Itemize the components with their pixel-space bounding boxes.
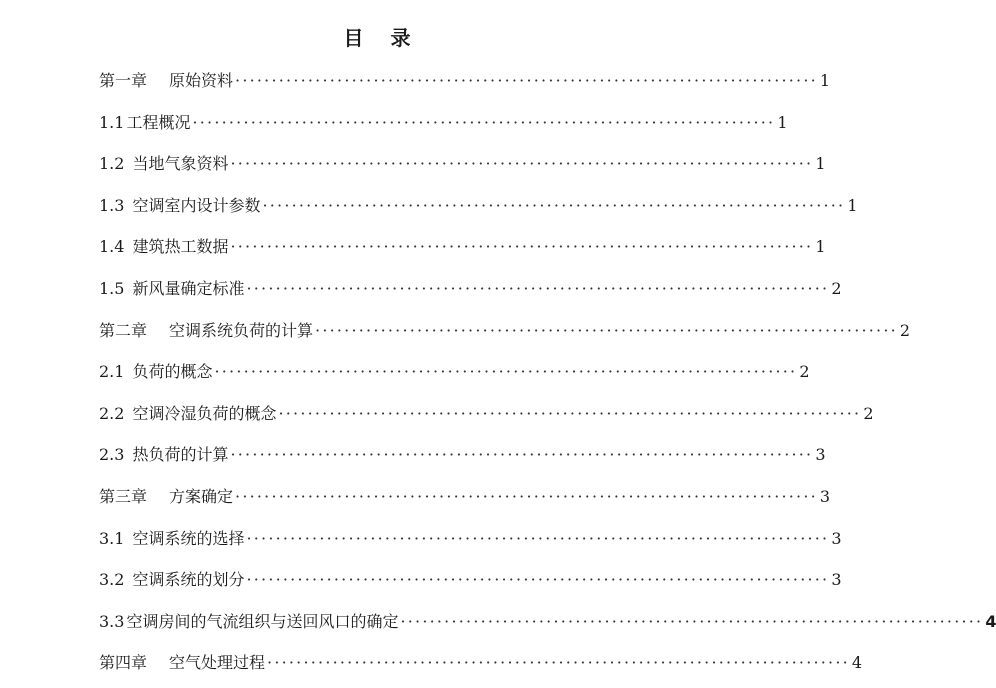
toc-entry-label: 新风量确定标准 [132, 278, 245, 298]
toc-entry-page-number: 2 [831, 278, 842, 298]
toc-entry-page-number: 3 [831, 570, 842, 590]
toc-entry-page-number: 3 [815, 445, 826, 465]
title-char-1: 目 [343, 26, 365, 50]
toc-entry[interactable] [99, 642, 863, 684]
toc-entry-number: 1.4 [99, 237, 125, 257]
toc-entry-number: 3.1 [99, 528, 125, 548]
toc-entry-number: 3.2 [99, 570, 125, 590]
toc-entry-page-number: 2 [863, 403, 874, 423]
toc-entry-label: 当地气象资料 [132, 154, 229, 174]
toc-entry[interactable] [99, 310, 911, 352]
toc-entry-label: 空调室内设计参数 [132, 195, 261, 215]
toc-entry-number: 1.3 [99, 195, 125, 215]
toc-entry-page-number: 1 [815, 154, 826, 174]
toc-entry[interactable] [99, 185, 858, 227]
toc-dot-leader: ················································································ [230, 445, 814, 465]
toc-entry-number: 第四章 [99, 653, 148, 673]
toc-dot-leader: ················································································ [230, 237, 814, 257]
toc-entry-label: 原始资料 [169, 71, 234, 90]
toc-entry-number: 1.5 [99, 278, 125, 298]
toc-dot-leader: ················································································ [235, 486, 818, 506]
toc-entry-page-number: 4 [985, 611, 996, 631]
toc-entry-number: 第三章 [99, 486, 148, 506]
toc-entry[interactable] [99, 393, 874, 435]
toc-entry-label: 空调系统的划分 [132, 570, 245, 590]
toc-dot-leader: ················································································ [246, 278, 830, 298]
toc-entry[interactable] [99, 518, 842, 560]
toc-dot-leader: ················································································ [214, 362, 798, 382]
toc-entry[interactable] [99, 351, 810, 393]
toc-entry[interactable] [99, 434, 826, 476]
toc-entry-number: 2.2 [99, 403, 125, 423]
toc-entry-number: 3.3 [99, 611, 125, 631]
toc-dot-leader: ················································································ [278, 403, 862, 423]
toc-entry-number: 第一章 [99, 71, 148, 90]
toc-entry-label: 空调房间的气流组织与送回风口的确定 [126, 611, 399, 631]
title-char-2: 录 [390, 26, 412, 50]
toc-entry-page-number: 1 [815, 237, 826, 257]
toc-entry[interactable] [99, 226, 826, 268]
toc-entry-label: 空调系统负荷的计算 [169, 320, 314, 340]
toc-dot-leader: ················································································ [246, 528, 830, 548]
toc-entry[interactable] [99, 559, 842, 601]
toc-entry[interactable] [99, 143, 826, 185]
toc-entry-number: 2.1 [99, 362, 125, 382]
toc-entry-label: 空调系统的选择 [132, 528, 245, 548]
toc-entry-page-number: 2 [799, 362, 810, 382]
toc-entry-page-number: 1 [819, 71, 831, 90]
toc-dot-leader: ················································································ [192, 112, 776, 132]
toc-entry-label: 空气处理过程 [169, 653, 266, 673]
toc-dot-leader: ················································································ [400, 611, 984, 631]
toc-entry-label: 工程概况 [126, 112, 191, 132]
toc-entry[interactable] [99, 60, 831, 102]
toc-dot-leader: ················································································ [235, 71, 818, 90]
toc-entry-label: 方案确定 [169, 486, 234, 506]
toc-entry[interactable] [99, 476, 831, 518]
toc-entry-label: 负荷的概念 [132, 362, 213, 382]
toc-entry-label: 建筑热工数据 [132, 237, 229, 257]
toc-entry[interactable] [99, 601, 996, 643]
toc-entry[interactable] [99, 102, 788, 144]
toc-entry[interactable] [99, 268, 842, 310]
toc-entry-page-number: 3 [819, 486, 831, 506]
toc-entry-number: 2.3 [99, 445, 125, 465]
toc-dot-leader: ················································································ [315, 320, 898, 340]
toc-entry-page-number: 2 [899, 320, 911, 340]
toc-entry-label: 空调冷湿负荷的概念 [132, 403, 277, 423]
toc-entry-page-number: 1 [777, 112, 788, 132]
toc-dot-leader: ················································································ [230, 154, 814, 174]
toc-entry-page-number: 4 [851, 653, 863, 673]
toc-dot-leader: ················································································ [267, 653, 850, 673]
toc-entry-number: 1.2 [99, 154, 125, 174]
toc-entry-page-number: 1 [847, 195, 858, 215]
toc-dot-leader: ················································································ [262, 195, 846, 215]
toc-entry-page-number: 3 [831, 528, 842, 548]
toc-list [99, 60, 996, 684]
page-title [0, 22, 755, 51]
toc-entry-number: 1.1 [99, 112, 125, 132]
toc-entry-label: 热负荷的计算 [132, 445, 229, 465]
toc-entry-number: 第二章 [99, 320, 148, 340]
toc-dot-leader: ················································································ [246, 570, 830, 590]
